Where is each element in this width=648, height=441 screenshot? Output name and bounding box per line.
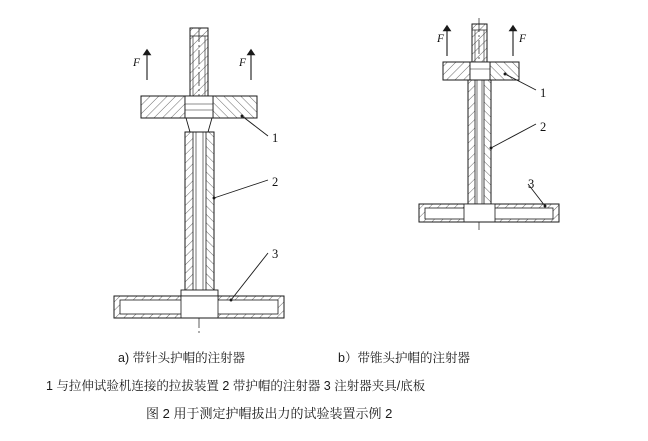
panel-a-force-label-right: F	[239, 57, 247, 69]
panel-b-drawing	[419, 18, 559, 232]
figure-legend: 1 与拉伸试验机连接的拉拔装置 2 带护帽的注射器 3 注射器夹具/底板	[46, 379, 426, 393]
panel-a-leader-2	[214, 180, 268, 198]
panel-b-leader-2	[491, 124, 536, 148]
figure-title: 图 2 用于测定护帽拔出力的试验装置示例 2	[146, 406, 393, 421]
panel-a-leader-1	[242, 116, 268, 136]
panel-b-caption: b）带锥头护帽的注射器	[338, 351, 470, 365]
panel-a-callout-1: 1	[272, 131, 279, 145]
panel-b-callout-2: 2	[540, 120, 547, 134]
panel-b-callout-3: 3	[528, 177, 535, 191]
panel-b-force-label-right: F	[519, 33, 527, 45]
panel-a-callout-3: 3	[272, 247, 279, 261]
panel-a-drawing	[114, 28, 284, 336]
panel-a-force-label-left: F	[133, 57, 141, 69]
panel-b-callout-1: 1	[540, 86, 547, 100]
panel-a-leader-3	[231, 253, 268, 300]
panel-a-cap-shoulder	[186, 118, 212, 132]
panel-a-caption: a) 带针头护帽的注射器	[118, 351, 246, 365]
panel-b-force-label-left: F	[437, 33, 445, 45]
panel-b-leader-1	[505, 74, 536, 90]
panel-a-callout-2: 2	[272, 175, 279, 189]
